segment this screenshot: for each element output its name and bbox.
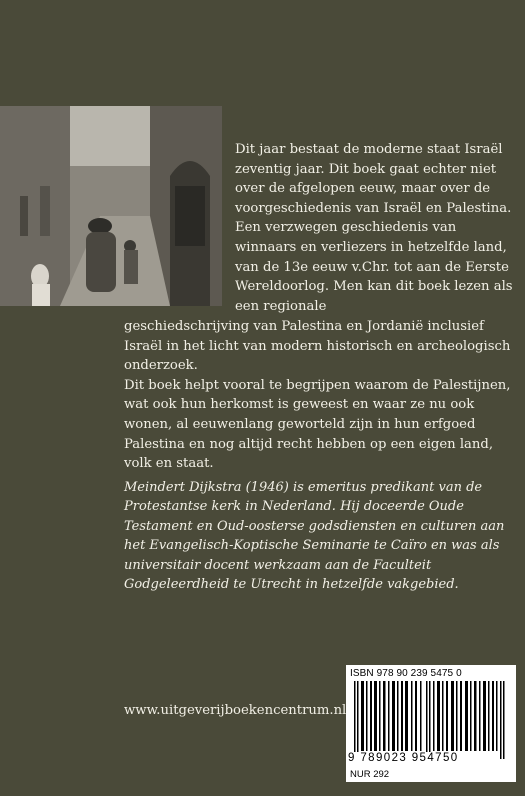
- historic-photo-illustration: [0, 106, 222, 306]
- barcode-box: [346, 665, 516, 782]
- barcode-icon: [354, 681, 508, 759]
- barcode-number: 9 789023 954750: [348, 752, 459, 764]
- author-bio: Meindert Dijkstra (1946) is emeritus predikant van de Protestantse kerk in Nederland. Hij doceerde Oude Testament en Oud-oosterse godsdiensten en culturen aan het Evangelisch-Koptische Seminarie te Caïro en was als universitair docent werkzaam aan de Faculteit Godgeleerdheid te Utrecht in hetzelfde vakgebied.: [124, 480, 505, 593]
- isbn-label: ISBN 978 90 239 5475 0: [350, 668, 462, 679]
- publisher-website[interactable]: www.uitgeverijboekencentrum.nl: [124, 703, 347, 718]
- nur-label: NUR 292: [350, 769, 390, 780]
- blurb-continued: geschiedschrijving van Palestina en Jordanië inclusief Israël in het licht van modern historisch en archeologisch onderzoek.: [124, 319, 511, 374]
- blurb-body: [124, 317, 514, 474]
- street-scene-photo: [0, 106, 222, 306]
- blurb-second-paragraph: Dit boek helpt vooral te begrijpen waarom de Palestijnen, wat ook hun herkomst is geweest en waar ze nu ook wonen, al eeuwenlang geworteld zijn in hun erfgoed Palestina en nog altijd recht hebben op een eigen land, volk en staat.: [124, 377, 511, 472]
- blurb-intro: Dit jaar bestaat de moderne staat Israël zeventig jaar. Dit boek gaat echter niet over de afgelopen eeuw, maar over de voorgeschiedenis van Israël en Palestina. Een verzwegen geschiedenis van winnaars en verliezers in hetzelfde land, van de 13e eeuw v.Chr. tot aan de Eerste Wereldoorlog. Men kan dit boek lezen als een regionale: [235, 142, 513, 314]
